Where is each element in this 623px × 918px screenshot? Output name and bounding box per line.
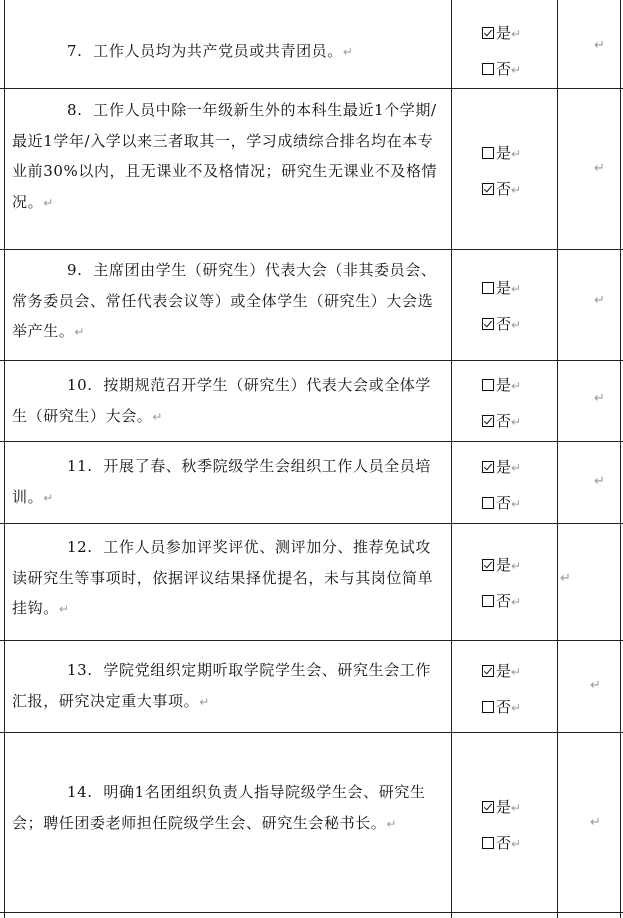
row-number: 12. xyxy=(67,538,93,556)
checkbox-no[interactable] xyxy=(482,595,494,607)
row-text: 按期规范召开学生（研究生）代表大会或全体学生（研究生）大会。 xyxy=(12,376,432,425)
paragraph-mark-icon: ↵ xyxy=(511,415,522,429)
no-label: 否 xyxy=(496,315,512,333)
table-row xyxy=(0,249,623,360)
checkbox-yes[interactable] xyxy=(482,147,494,159)
table-row xyxy=(0,360,623,441)
no-label: 否 xyxy=(496,698,512,716)
yes-option[interactable] xyxy=(482,456,521,476)
paragraph-mark-icon: ↵ xyxy=(511,27,522,41)
checkbox-yes[interactable] xyxy=(482,665,494,677)
yes-option[interactable] xyxy=(482,796,521,816)
no-option[interactable] xyxy=(482,178,521,198)
table-row xyxy=(0,640,623,732)
checkbox-no[interactable] xyxy=(482,183,494,195)
yes-option[interactable] xyxy=(482,142,521,162)
yes-option[interactable] xyxy=(482,374,521,394)
row-description xyxy=(12,451,442,513)
paragraph-mark-icon: ↵ xyxy=(594,38,605,53)
table-row xyxy=(0,0,623,88)
paragraph-mark-icon: ↵ xyxy=(511,701,522,715)
row-number: 10. xyxy=(67,376,93,394)
table-row xyxy=(0,523,623,640)
checkbox-no[interactable] xyxy=(482,701,494,713)
yes-label: 是 xyxy=(496,458,512,476)
row-description xyxy=(12,655,442,717)
table-border-bottom xyxy=(0,912,623,913)
row-text: 开展了春、秋季院级学生会组织工作人员全员培训。 xyxy=(12,457,432,506)
checkbox-yes[interactable] xyxy=(482,801,494,813)
no-label: 否 xyxy=(496,834,512,852)
paragraph-mark-icon: ↵ xyxy=(386,816,398,831)
row-text: 工作人员参加评奖评优、测评加分、推荐免试攻读研究生等事项时，依据评议结果择优提名，未与其岗位简单挂钩。 xyxy=(12,538,434,617)
yes-label: 是 xyxy=(496,24,512,42)
table-row xyxy=(0,732,623,912)
row-text: 学院党组织定期听取学院学生会、研究生会工作汇报，研究决定重大事项。 xyxy=(12,661,432,710)
paragraph-mark-icon: ↵ xyxy=(511,837,522,851)
row-text: 工作人员均为共产党员或共青团员。 xyxy=(93,42,343,60)
no-option[interactable] xyxy=(482,696,521,716)
row-description xyxy=(12,255,442,348)
no-option[interactable] xyxy=(482,832,521,852)
paragraph-mark-icon: ↵ xyxy=(511,183,522,197)
paragraph-mark-icon: ↵ xyxy=(58,602,70,616)
paragraph-mark-icon: ↵ xyxy=(511,63,522,77)
yes-label: 是 xyxy=(496,376,512,394)
paragraph-mark-icon: ↵ xyxy=(511,282,522,296)
table-row xyxy=(0,88,623,249)
paragraph-mark-icon: ↵ xyxy=(152,409,164,424)
yes-option[interactable] xyxy=(482,22,521,42)
no-option[interactable] xyxy=(482,492,521,512)
yes-option[interactable] xyxy=(482,277,521,297)
no-option[interactable] xyxy=(482,58,521,78)
paragraph-mark-icon: ↵ xyxy=(511,318,522,332)
paragraph-mark-icon: ↵ xyxy=(590,815,601,830)
checkbox-no[interactable] xyxy=(482,415,494,427)
paragraph-mark-icon: ↵ xyxy=(560,571,571,586)
checkbox-yes[interactable] xyxy=(482,559,494,571)
checkbox-yes[interactable] xyxy=(482,282,494,294)
paragraph-mark-icon: ↵ xyxy=(594,474,605,489)
paragraph-mark-icon: ↵ xyxy=(511,497,522,511)
paragraph-mark-icon: ↵ xyxy=(43,195,54,210)
paragraph-mark-icon: ↵ xyxy=(590,678,601,693)
yes-label: 是 xyxy=(496,144,512,162)
row-description xyxy=(12,36,442,68)
row-description xyxy=(12,777,442,839)
no-label: 否 xyxy=(496,494,512,512)
paragraph-mark-icon: ↵ xyxy=(342,45,354,59)
checkbox-no[interactable] xyxy=(482,497,494,509)
checkbox-no[interactable] xyxy=(482,63,494,75)
checkbox-no[interactable] xyxy=(482,837,494,849)
yes-label: 是 xyxy=(496,798,512,816)
row-description xyxy=(12,95,442,218)
checkbox-yes[interactable] xyxy=(482,461,494,473)
checkbox-yes[interactable] xyxy=(482,27,494,39)
row-description xyxy=(12,370,442,432)
row-text: 主席团由学生（研究生）代表大会（非其委员会、常务委员会、常任代表会议等）或全体学生（研究生）大会选举产生。 xyxy=(12,261,437,340)
no-option[interactable] xyxy=(482,590,521,610)
paragraph-mark-icon: ↵ xyxy=(511,665,522,679)
paragraph-mark-icon: ↵ xyxy=(74,325,86,339)
no-label: 否 xyxy=(496,412,512,430)
checkbox-yes[interactable] xyxy=(482,379,494,391)
row-number: 7. xyxy=(67,42,83,60)
row-number: 14. xyxy=(67,783,93,801)
yes-label: 是 xyxy=(496,279,512,297)
paragraph-mark-icon: ↵ xyxy=(511,379,522,393)
row-number: 9. xyxy=(67,261,83,279)
paragraph-mark-icon: ↵ xyxy=(511,801,522,815)
row-text: 工作人员中除一年级新生外的本科生最近1个学期/最近1学年/入学以来三者取其一，学习成绩综合排名均在本专业前30%以内，且无课业不及格情况；研究生无课业不及格情况。 xyxy=(12,101,438,211)
no-option[interactable] xyxy=(482,410,521,430)
yes-label: 是 xyxy=(496,556,512,574)
checkbox-no[interactable] xyxy=(482,318,494,330)
row-number: 8. xyxy=(67,101,83,119)
paragraph-mark-icon: ↵ xyxy=(594,161,605,176)
row-number: 13. xyxy=(67,661,93,679)
table-row xyxy=(0,441,623,523)
no-label: 否 xyxy=(496,60,512,78)
paragraph-mark-icon: ↵ xyxy=(594,391,605,406)
yes-option[interactable] xyxy=(482,660,521,680)
paragraph-mark-icon: ↵ xyxy=(594,293,605,308)
no-label: 否 xyxy=(496,180,512,198)
paragraph-mark-icon: ↵ xyxy=(199,694,210,709)
paragraph-mark-icon: ↵ xyxy=(511,559,522,573)
paragraph-mark-icon: ↵ xyxy=(43,490,54,505)
row-number: 11. xyxy=(67,457,93,475)
row-description xyxy=(12,532,442,625)
paragraph-mark-icon: ↵ xyxy=(511,147,522,161)
no-option[interactable] xyxy=(482,313,521,333)
paragraph-mark-icon: ↵ xyxy=(511,461,522,475)
yes-label: 是 xyxy=(496,662,512,680)
paragraph-mark-icon: ↵ xyxy=(511,595,522,609)
row-text: 明确1名团组织负责人指导院级学生会、研究生会；聘任团委老师担任院级学生会、研究生会秘书长。 xyxy=(12,783,426,832)
no-label: 否 xyxy=(496,592,512,610)
yes-option[interactable] xyxy=(482,554,521,574)
